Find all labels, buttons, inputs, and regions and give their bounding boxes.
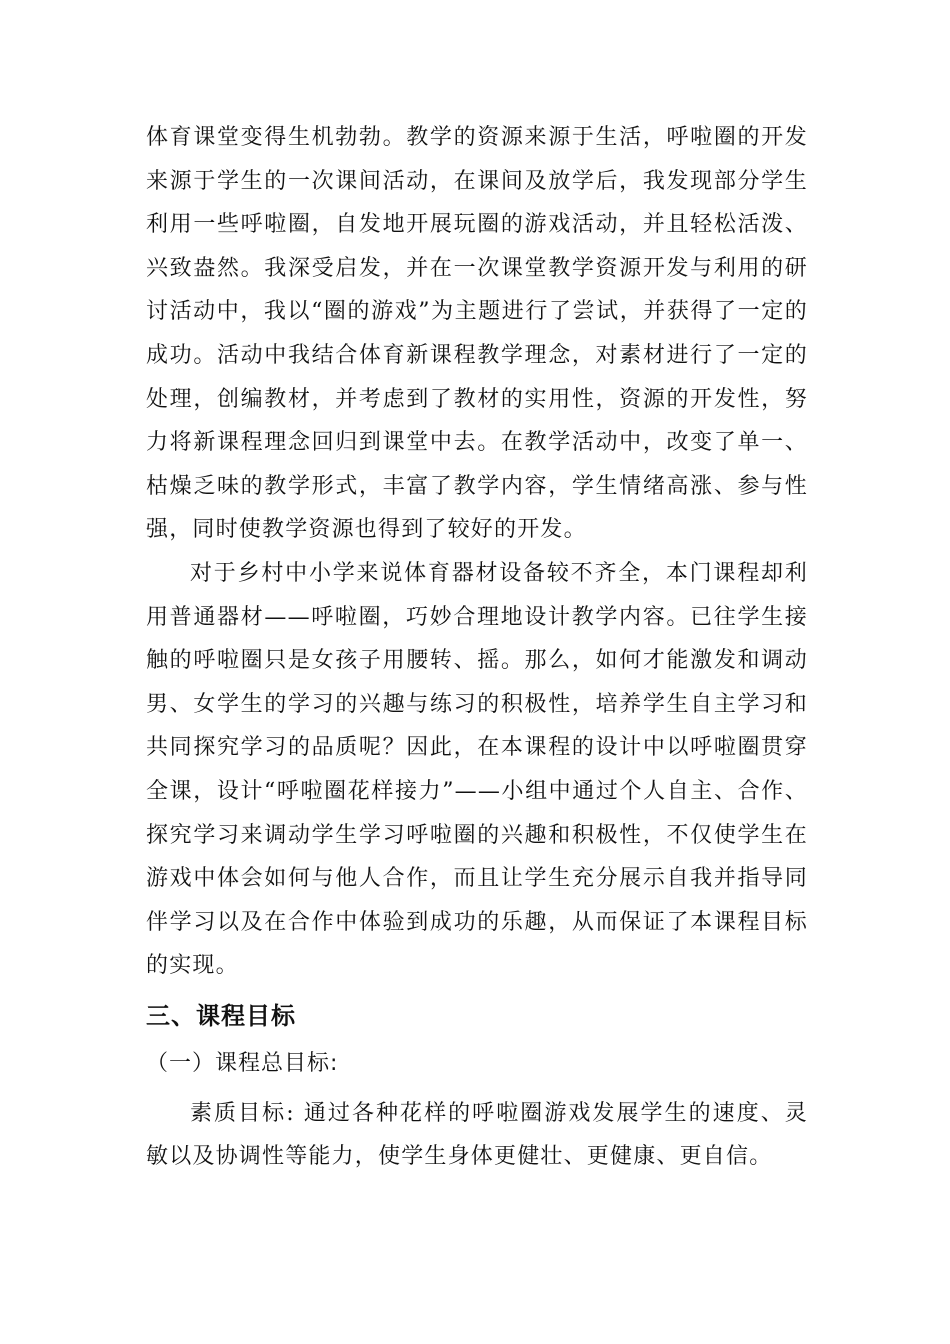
subsection-heading: （一）课程总目标: [146,1050,339,1076]
body-paragraph-3: 素质目标: 通过各种花样的呼啦圈游戏发展学生的速度、灵敏以及协调性等能力，使学生身体更健壮、更健康、更自信。 [146,1100,808,1170]
body-paragraph-2: 对于乡村中小学来说体育器材设备较不齐全，本门课程却利用普通器材——呼啦圈，巧妙合理地设计教学内容。已往学生接触的呼啦圈只是女孩子用腰转、摇。那么，如何才能激发和调动男、女学生的学习的兴趣与练习的积极性，培养学生自主学习和共同探究学习的品质呢？因此，在本课程的设计中以呼啦圈贯穿全课，设计“呼啦圈花样接力”——小组中通过个人自主、合作、探究学习来调动学生学习呼啦圈的兴趣和积极性，不仅使学生在游戏中体会如何与他人合作，而且让学生充分展示自我并指导同伴学习以及在合作中体验到成功的乐趣，从而保证了本课程目标的实现。 [146,560,808,979]
document-body [146,116,808,1179]
section-heading: 三、课程目标 [146,1001,296,1030]
body-paragraph-1: 体育课堂变得生机勃勃。教学的资源来源于生活，呼啦圈的开发来源于学生的一次课间活动，在课间及放学后，我发现部分学生利用一些呼啦圈，自发地开展玩圈的游戏活动，并且轻松活泼、兴致盎然。我深受启发，并在一次课堂教学资源开发与利用的研讨活动中，我以“圈的游戏”为主题进行了尝试，并获得了一定的成功。活动中我结合体育新课程教学理念，对素材进行了一定的处理，创编教材，并考虑到了教材的实用性，资源的开发性，努力将新课程理念回归到课堂中去。在教学活动中，改变了单一、枯燥乏味的教学形式，丰富了教学内容，学生情绪高涨、参与性强，同时使教学资源也得到了较好的开发。 [146,125,808,543]
